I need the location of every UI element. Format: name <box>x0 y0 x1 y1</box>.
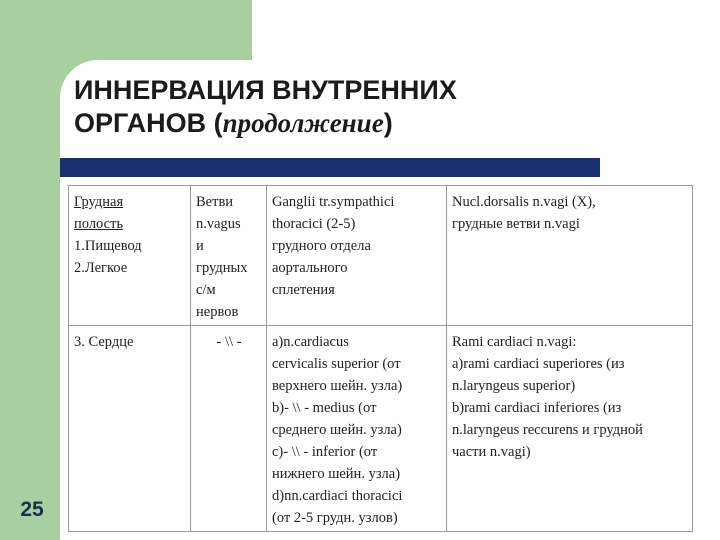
cell-nuclei <box>447 186 693 326</box>
title-italic: продолжение <box>222 108 384 138</box>
slide-title <box>74 74 694 140</box>
text-line: Nucl.dorsalis n.vagi (X), <box>452 194 596 210</box>
title-underline-bar <box>60 158 600 177</box>
title-line-1: ИННЕРВАЦИЯ ВНУТРЕННИХ <box>74 75 457 105</box>
innervation-table <box>68 185 693 532</box>
cell-organ-heart <box>69 326 191 532</box>
text-line: cervicalis superior (от <box>272 356 401 372</box>
ditto-mark: - \\ - <box>216 334 242 350</box>
text-line: и <box>196 238 204 254</box>
text-line: d)nn.cardiaci thoracici <box>272 488 403 504</box>
cell-branches <box>191 186 267 326</box>
text-line: a)rami cardiaci superiores (из <box>452 356 625 372</box>
organ-item: 3. Сердце <box>74 334 134 350</box>
text-line: части n.vagi) <box>452 444 531 460</box>
text-line: n.laryngeus superior) <box>452 378 576 394</box>
text-line: нервов <box>196 304 239 320</box>
text-line: Ganglii tr.sympathici <box>272 194 395 210</box>
text-line: b)rami cardiaci inferiores (из <box>452 400 622 416</box>
table-row <box>69 326 693 532</box>
title-close-paren: ) <box>383 108 393 138</box>
text-line: грудные ветви n.vagi <box>452 216 580 232</box>
heading-line: Грудная <box>74 194 124 210</box>
organ-item: 1.Пищевод <box>74 238 142 254</box>
text-line: с/м <box>196 282 216 298</box>
text-line: верхнего шейн. узла) <box>272 378 403 394</box>
text-line: n.laryngeus reccurens и грудной <box>452 422 643 438</box>
text-line: сплетения <box>272 282 335 298</box>
cell-vagus-cardiac-rami <box>447 326 693 532</box>
cell-cardiac-nerves <box>267 326 447 532</box>
text-line: Ветви <box>196 194 234 210</box>
organ-item: 2.Легкое <box>74 260 128 276</box>
slide-number: 25 <box>20 498 44 521</box>
cell-ganglia <box>267 186 447 326</box>
text-line: c)- \\ - inferior (от <box>272 444 378 460</box>
text-line: нижнего шейн. узла) <box>272 466 401 482</box>
text-line: (от 2-5 грудн. узлов) <box>272 510 398 526</box>
table-row <box>69 186 693 326</box>
text-line: грудных <box>196 260 248 276</box>
text-line: thoracici (2-5) <box>272 216 356 232</box>
text-line: n.vagus <box>196 216 241 232</box>
text-line: аортального <box>272 260 348 276</box>
heading-line: полость <box>74 216 124 232</box>
text-line: a)n.cardiacus <box>272 334 349 350</box>
title-line-2: ОРГАНОВ ( <box>74 108 223 138</box>
cell-organ-group <box>69 186 191 326</box>
text-line: b)- \\ - medius (от <box>272 400 377 416</box>
text-line: Rami cardiaci n.vagi: <box>452 334 577 350</box>
text-line: среднего шейн. узла) <box>272 422 402 438</box>
text-line: грудного отдела <box>272 238 371 254</box>
cell-ditto <box>191 326 267 532</box>
